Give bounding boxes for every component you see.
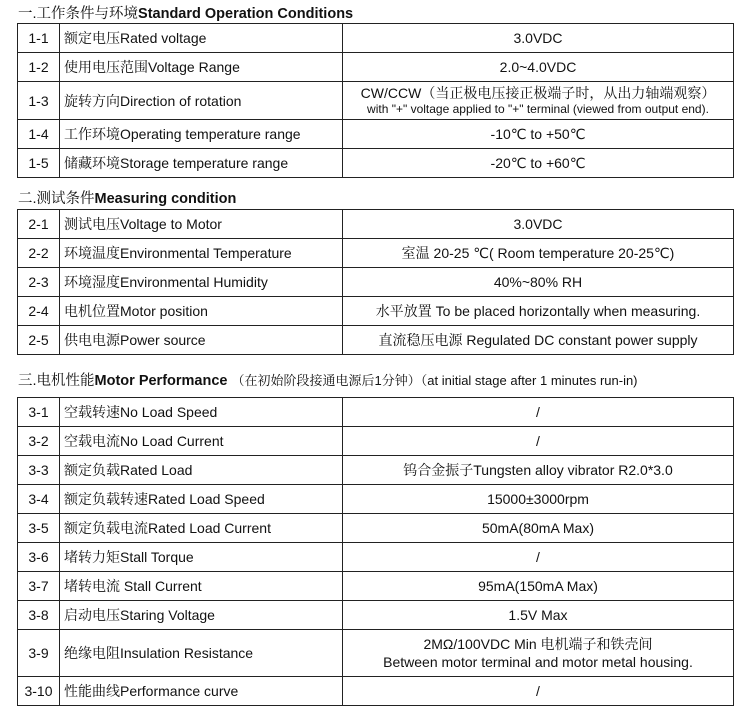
measuring-condition-table <box>17 209 734 355</box>
table-row <box>18 24 734 53</box>
row-number: 3-10 <box>18 677 60 706</box>
row-number: 3-2 <box>18 427 60 456</box>
row-value: 水平放置 To be placed horizontally when measuring. <box>343 297 734 326</box>
row-number: 3-3 <box>18 456 60 485</box>
table-row <box>18 53 734 82</box>
table-row <box>18 572 734 601</box>
row-item: 额定负载Rated Load <box>60 456 343 485</box>
row-item: 堵转力矩Stall Torque <box>60 543 343 572</box>
table-row <box>18 601 734 630</box>
row-item: 启动电压Staring Voltage <box>60 601 343 630</box>
row-value: 钨合金振子Tungsten alloy vibrator R2.0*3.0 <box>343 456 734 485</box>
row-item: 堵转电流 Stall Current <box>60 572 343 601</box>
section-title-cn: 一.工作条件与环境 <box>18 6 139 22</box>
section-title-en: Standard Operation Conditions <box>138 6 354 22</box>
row-number: 2-1 <box>18 210 60 239</box>
table-row <box>18 630 734 677</box>
row-value: 室温 20-25 ℃( Room temperature 20-25℃) <box>343 239 734 268</box>
table-row <box>18 485 734 514</box>
table-row <box>18 297 734 326</box>
row-value: 15000±3000rpm <box>343 485 734 514</box>
row-number: 2-3 <box>18 268 60 297</box>
row-item: 额定负载转速Rated Load Speed <box>60 485 343 514</box>
table-row <box>18 677 734 706</box>
row-item: 环境湿度Environmental Humidity <box>60 268 343 297</box>
section-title-cn: 二.测试条件 <box>18 191 95 207</box>
row-item: 工作环境Operating temperature range <box>60 120 343 149</box>
table-row <box>18 82 734 120</box>
table-row <box>18 149 734 178</box>
row-number: 1-1 <box>18 24 60 53</box>
row-item: 额定电压Rated voltage <box>60 24 343 53</box>
section-title-motor-performance <box>18 369 638 390</box>
section-title-en: Measuring condition <box>94 191 237 207</box>
row-number: 1-4 <box>18 120 60 149</box>
row-value: 3.0VDC <box>343 24 734 53</box>
row-number: 3-6 <box>18 543 60 572</box>
row-value: 50mA(80mA Max) <box>343 514 734 543</box>
row-value: -10℃ to +50℃ <box>343 120 734 149</box>
row-number: 1-5 <box>18 149 60 178</box>
row-value: / <box>343 677 734 706</box>
row-number: 3-5 <box>18 514 60 543</box>
row-item: 供电电源Power source <box>60 326 343 355</box>
section-title-operation-conditions <box>18 2 353 23</box>
section-title-en: Motor Performance <box>94 373 228 389</box>
row-value: / <box>343 427 734 456</box>
section-title-note: （在初始阶段接通电源后1分钟）（at initial stage after 1 minutes run-in) <box>231 373 638 388</box>
operation-conditions-table <box>17 23 734 178</box>
table-row <box>18 210 734 239</box>
row-number: 2-5 <box>18 326 60 355</box>
table-row <box>18 239 734 268</box>
row-value: 直流稳压电源 Regulated DC constant power supply <box>343 326 734 355</box>
row-number: 3-9 <box>18 630 60 677</box>
row-item: 额定负载电流Rated Load Current <box>60 514 343 543</box>
table-row <box>18 456 734 485</box>
motor-performance-table <box>17 397 734 706</box>
row-item: 性能曲线Performance curve <box>60 677 343 706</box>
row-value: 2.0~4.0VDC <box>343 53 734 82</box>
row-value: 95mA(150mA Max) <box>343 572 734 601</box>
row-value: -20℃ to +60℃ <box>343 149 734 178</box>
row-value: 3.0VDC <box>343 210 734 239</box>
table-row <box>18 398 734 427</box>
table-row <box>18 268 734 297</box>
row-item: 环境温度Environmental Temperature <box>60 239 343 268</box>
row-value-line1: 2MΩ/100VDC Min 电机端子和铁壳间 <box>423 636 653 652</box>
row-item: 旋转方向Direction of rotation <box>60 82 343 120</box>
row-number: 3-4 <box>18 485 60 514</box>
row-item: 空载电流No Load Current <box>60 427 343 456</box>
row-number: 3-7 <box>18 572 60 601</box>
row-value: 1.5V Max <box>343 601 734 630</box>
table-row <box>18 514 734 543</box>
row-number: 1-3 <box>18 82 60 120</box>
table-row <box>18 427 734 456</box>
section-title-cn: 三.电机性能 <box>18 373 95 389</box>
row-value-line1: CW/CCW（当正极电压接正极端子时，从出力轴端观察） <box>360 84 716 101</box>
row-item: 绝缘电阻Insulation Resistance <box>60 630 343 677</box>
row-item: 电机位置Motor position <box>60 297 343 326</box>
row-value <box>343 630 734 677</box>
row-item: 测试电压Voltage to Motor <box>60 210 343 239</box>
row-value-line2: Between motor terminal and motor metal housing. <box>383 654 693 670</box>
row-number: 2-4 <box>18 297 60 326</box>
row-value: / <box>343 543 734 572</box>
row-item: 储藏环境Storage temperature range <box>60 149 343 178</box>
table-row <box>18 543 734 572</box>
table-row <box>18 326 734 355</box>
row-number: 2-2 <box>18 239 60 268</box>
section-title-measuring-condition <box>18 187 236 208</box>
row-value: 40%~80% RH <box>343 268 734 297</box>
row-number: 3-1 <box>18 398 60 427</box>
row-item: 使用电压范围Voltage Range <box>60 53 343 82</box>
row-value: / <box>343 398 734 427</box>
row-number: 3-8 <box>18 601 60 630</box>
row-number: 1-2 <box>18 53 60 82</box>
row-value <box>343 82 734 120</box>
row-item: 空载转速No Load Speed <box>60 398 343 427</box>
table-row <box>18 120 734 149</box>
row-value-line2: with "+" voltage applied to "+" terminal (viewed from output end). <box>367 101 709 116</box>
